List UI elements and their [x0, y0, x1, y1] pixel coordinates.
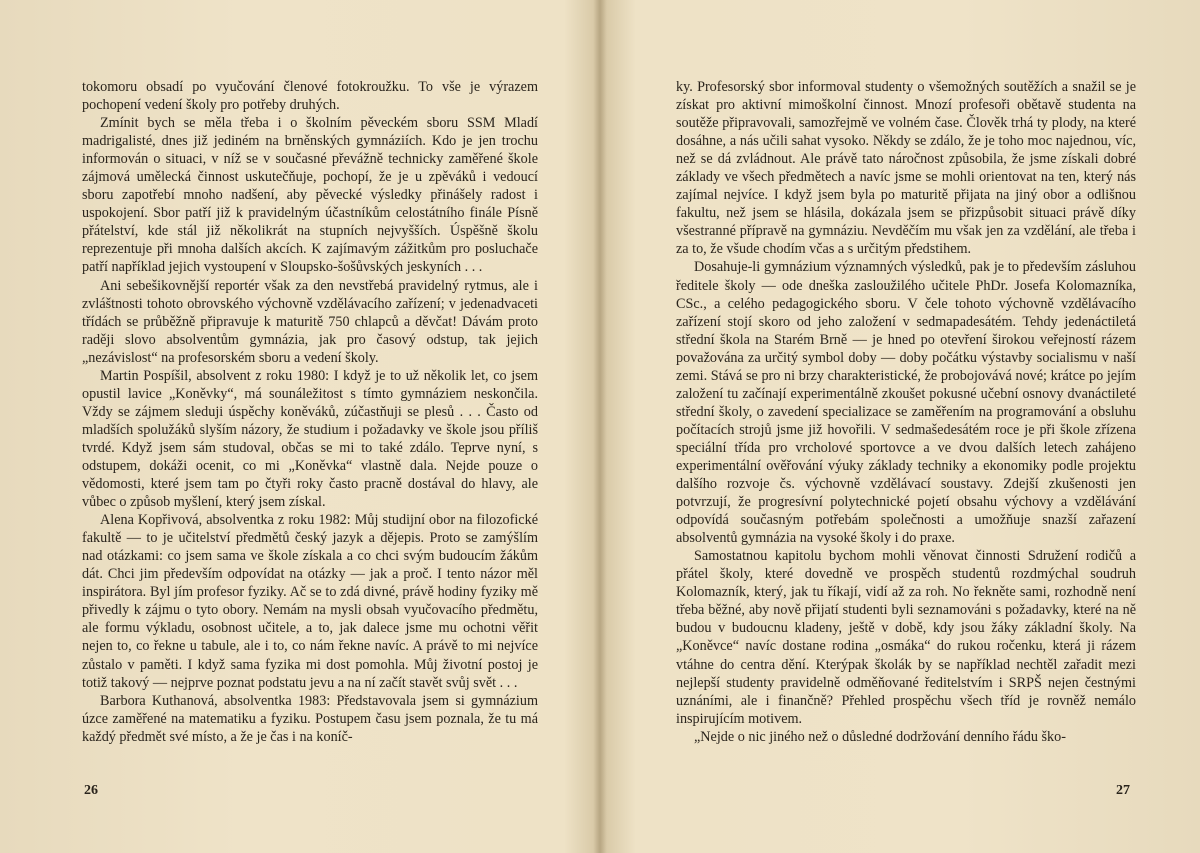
- paragraph: Dosahuje-li gymnázium významných výsledků, pak je to především zásluhou ředitele školy — ode dneška zasloužilého učitele PhDr. Josefa Kolomazníka, CSc., a celého pedagogického sboru. V čele tohoto výchovně vzdělávacího zařízení stojí skoro od jeho založení v sedmapadesátém. Tehdy jedenáctiletá střední škola na Starém Brně — je hned po otevření širokou veřejností rázem považována za určitý symbol doby — doby počátku výstavby socialismu v naší zemi. Stává se pro ni brzy charakteristické, že probojovává nové; krátce po jejím založení tu začínají experimentálně zkoušet pokusné učební osnovy dvanáctileté střední školy, o zavedení specializace se zaměřením na programování a obsluhu počítacích strojů jsme již hovořili. V sedmašedesátém roce je při škole zřízena speciální třída pro vrcholové sportovce a ve dvou dalších letech zahájeno experimentální ověřování výuky základy techniky a ekonomiky podle projektu dalšího rozvoje čs. výchovně vzdělávací soustavy. Zdejší zkušenosti jen potvrzují, že progresívní polytechnické pojetí obsahu výchovy a vzdělávání odpovídá současným potřebám společnosti a umožňuje snazší zařazení absolventů gymnázia na vysoké školy i do praxe.: [676, 259, 1136, 547]
- right-page: [600, 0, 1200, 853]
- paragraph: „Nejde o nic jiného než o důsledné dodržování denního řádu ško-: [694, 728, 1066, 745]
- paragraph: tokomoru obsadí po vyučování členové fotokroužku. To vše je výrazem pochopení vedení školy pro potřeby druhých.: [82, 79, 538, 114]
- paragraph: Barbora Kuthanová, absolventka 1983: Představovala jsem si gymnázium úzce zaměřené na matematiku a fyziku. Postupem času jsem poznala, že tu má každý předmět své místo, a že je čas i na koníč-: [82, 692, 538, 745]
- page-number-right: 27: [1116, 783, 1130, 798]
- paragraph: Alena Kopřivová, absolventka z roku 1982: Můj studijní obor na filozofické fakultě — to je učitelství předmětů český jazyk a dějepis. Proto se zamýšlím nad otázkami: co jsem sama ve škole získala a co chci svým budoucím žákům dát. Chci jim především odpovídat na otázky — jak a proč. I tento názor měl inspirátora. Byl jím profesor fyziky. Ač se to zdá divné, právě hodiny fyziky mě přivedly k zájmu o tyto obory. Nemám na mysli obsah vyučovacího předmětu, ale formu výkladu, osobnost učitele, a to, jak dalece jsme mu ochotni věřit nejen to, co řekne u tabule, ale i to, co nám řekne navíc. A právě to mi nejvíce zůstalo v paměti. I když sama fyzika mi dost pomohla. Můj životní postoj je totiž takový — nejprve poznat podstatu jevu a na ní začít stavět svůj svět . . .: [82, 512, 538, 691]
- left-page-text: [82, 78, 538, 746]
- paragraph: ky. Profesorský sbor informoval studenty o všemožných soutěžích a snažil se je získat pro aktivní mimoškolní činnost. Mnozí profesoři obětavě studenta na soutěže připravovali, samozřejmě ve volném čase. Člověk trhá ty plody, na které dosáhne, a nás učili sahat vysoko. Někdy se zdálo, že je toho moc najednou, víc, než se dá zvládnout. Ale právě tato náročnost způsobila, že jsme získali dobré základy ve všech předmětech a navíc jsme se mohli orientovat na ten, který nás zajímal nejvíce. I když jsem byla po maturitě přijata na jiný obor a odlišnou fakultu, než jsem se hlásila, dokázala jsem se přizpůsobit situaci právě díky všestranné přípravě na gymnáziu. Nevděčím mu však jen za vzdělání, ale třeba i za to, že všude chodím včas a s určitým předstihem.: [676, 79, 1136, 258]
- paragraph: Ani sebešikovnější reportér však za den nevstřebá pravidelný rytmus, ale i zvláštnosti tohoto obrovského výchovně vzdělávacího zařízení; v jedenadvaceti třídách se průběžně připravuje k maturitě 750 chlapců a děvčat! Dávám proto raději slovo absolventům gymnázia, jak pro časový odstup, tak jejich „nezávislost“ na profesorském sboru a vedení školy.: [82, 277, 538, 366]
- paragraph: Samostatnou kapitolu bychom mohli věnovat činnosti Sdružení rodičů a přátel školy, které dovedně ve prospěch studentů rozdmýchal soudruh Kolomazník, který, jak tu říkají, vidí až za roh. No řekněte sami, rozhodně není třeba běžné, aby nově přijatí studenti byli seznamováni s požadavky, které na ně budou v budoucnu kladeny, ještě v době, kdy jsou žáky základní školy. Na „Koněvce“ navíc dostane rodina „osmáka“ do rukou ročenku, která ji rázem vtáhne do centra dění. Kterýpak školák by se například nechtěl zařadit mezi nejlepší studenty pravidelně odměňované ředitelstvím i SRPŠ nejen čestnými uznáními, ale i finančně? Přehled prospěchu všech tříd je rovněž nemálo inspirujícím motivem.: [676, 548, 1136, 727]
- paragraph: Zmínit bych se měla třeba i o školním pěveckém sboru SSM Mladí madrigalisté, dnes již jediném na brněnských gymnáziích. Kdo je jen trochu informován o situaci, v níž se v současné převážně technicky zaměřené škole zájmová umělecká činnost uskutečňuje, pochopí, že je u zpěváků i vedoucí sboru zapotřebí mnoho nadšení, aby pěvecké výsledky přinášely radost i uspokojení. Sbor patří již k pravidelným účastníkům celostátního finále Písně přátelství, kde stál již několikrát na stupních nejvyšších. Úspěšně školu reprezentuje při mnoha dalších akcích. K zajímavým zážitkům pro posluchače patří například jejich vystoupení v Sloupsko-šošůvských jeskyních . . .: [82, 115, 538, 276]
- paragraph: Martin Pospíšil, absolvent z roku 1980: I když je to už několik let, co jsem opustil lavice „Koněvky“, má sounáležitost s tímto gymnáziem neskončila. Vždy se zájmem sleduji úspěchy koněváků, zúčastňuji se plesů . . . Často od mladších spolužáků slyším názory, že studium i požadavky ve škole jsou příliš tvrdé. Když jsem sám studoval, občas se mi to také zdálo. Teprve nyní, s odstupem, dokáži ocenit, co mi „Koněvka“ vlastně dala. Nejde pouze o vědomosti, které jsem tam po čtyři roky často pracně dostával do hlavy, ale vůbec o způsob myšlení, který jsem získal.: [82, 367, 538, 511]
- page-number-left: 26: [84, 783, 98, 798]
- right-page-text: [676, 78, 1136, 746]
